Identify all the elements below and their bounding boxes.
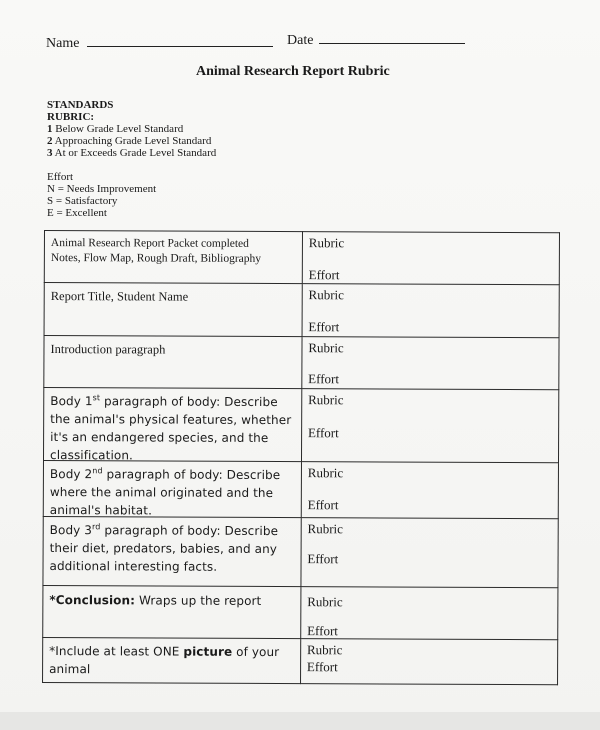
score-cell[interactable]: [301, 587, 558, 640]
table-row: [43, 388, 558, 463]
effort-label: Effort: [308, 371, 340, 387]
table-row: [44, 231, 559, 285]
criterion-text: *Conclusion: Wraps up the report: [49, 593, 262, 608]
rubric-heading: RUBRIC:: [47, 111, 95, 123]
name-field[interactable]: [46, 34, 273, 52]
effort-item: E = Excellent: [47, 207, 107, 219]
standard-item: 2 Approaching Grade Level Standard: [47, 135, 212, 147]
rubric-label: Rubric: [306, 642, 343, 658]
rubric-table: [42, 230, 560, 685]
standard-item: 1 Below Grade Level Standard: [47, 123, 184, 135]
effort-label: Effort: [308, 319, 340, 335]
criterion-cell: [44, 283, 302, 337]
criterion-cell: [44, 336, 302, 389]
effort-label: Effort: [308, 267, 340, 283]
effort-label: Effort: [307, 623, 338, 639]
effort-item: N = Needs Improvement: [47, 183, 157, 195]
criterion-text: Report Title, Student Name: [50, 289, 189, 304]
table-row: [43, 637, 558, 684]
criterion-text: Animal Research Report Packet completed: [50, 237, 249, 250]
criterion-cell: [44, 231, 302, 284]
effort-item: S = Satisfactory: [47, 195, 118, 207]
standard-item: 3 At or Exceeds Grade Level Standard: [47, 147, 217, 159]
criterion-text: *Include at least ONE picture of your animal: [49, 644, 280, 677]
effort-heading: Effort: [47, 171, 74, 183]
score-cell[interactable]: [302, 284, 559, 338]
rubric-label: Rubric: [307, 521, 343, 537]
effort-label: Effort: [307, 497, 339, 513]
page-edge: [0, 712, 600, 730]
score-cell[interactable]: [301, 518, 558, 588]
table-row: [43, 461, 558, 519]
criterion-cell: [43, 637, 301, 683]
criterion-text: Body 3rd paragraph of body: Describe their diet, predators, babies, and any additional interesting facts.: [49, 522, 279, 574]
date-field[interactable]: [287, 31, 465, 49]
criterion-text: Introduction paragraph: [50, 342, 166, 357]
date-label: Date: [287, 33, 314, 48]
rubric-label: Rubric: [308, 235, 345, 251]
name-blank[interactable]: [87, 34, 273, 47]
criterion-cell: [43, 461, 301, 518]
effort-label: Effort: [306, 659, 338, 675]
criterion-text: Notes, Flow Map, Rough Draft, Bibliography: [50, 252, 262, 265]
page-title: Animal Research Report Rubric: [196, 64, 390, 79]
score-cell[interactable]: [301, 462, 558, 519]
criterion-text: Body 1st paragraph of body: Describe the animal's physical features, whether it's an endangered species, and the classification.: [49, 393, 292, 463]
rubric-label: Rubric: [308, 287, 344, 303]
criterion-cell: [43, 585, 301, 638]
criterion-cell: [43, 516, 301, 586]
table-row: [43, 516, 558, 587]
rubric-label: Rubric: [307, 465, 344, 481]
effort-label: Effort: [307, 551, 339, 567]
rubric-label: Rubric: [308, 392, 344, 408]
effort-label: Effort: [307, 425, 339, 441]
rubric-label: Rubric: [308, 340, 344, 356]
name-label: Name: [46, 36, 80, 51]
score-cell[interactable]: [301, 389, 558, 463]
date-blank[interactable]: [319, 31, 465, 44]
table-row: [44, 336, 559, 390]
table-row: [44, 283, 559, 338]
table-row: [43, 585, 558, 639]
effort-legend: [47, 171, 156, 219]
rubric-label: Rubric: [307, 594, 343, 610]
score-cell[interactable]: [302, 232, 559, 285]
standards-heading: STANDARDS: [47, 99, 114, 111]
criterion-cell: [43, 388, 301, 462]
criterion-text: Body 2nd paragraph of body: Describe where the animal originated and the animal's habitat.: [49, 466, 281, 518]
score-cell[interactable]: [302, 337, 559, 390]
score-cell[interactable]: [300, 639, 557, 685]
standards-legend: [47, 99, 216, 159]
